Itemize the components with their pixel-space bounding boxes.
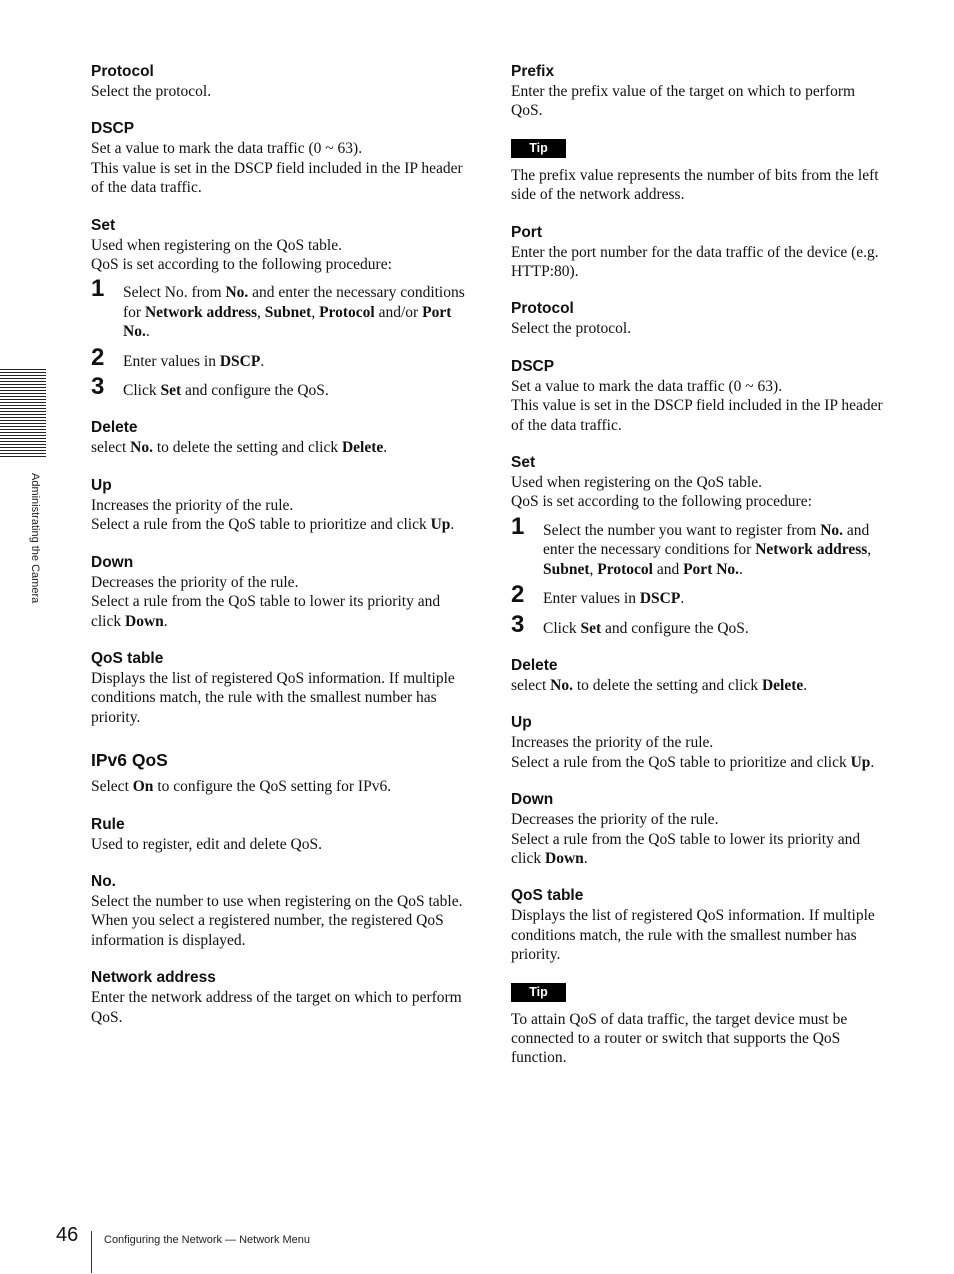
step-term: No. [820, 521, 844, 539]
step-term: Network address [755, 541, 868, 559]
set-section [511, 453, 889, 638]
up-section [511, 713, 889, 772]
term: Down [125, 612, 164, 630]
set-text-1: Used when registering on the QoS table. [511, 474, 762, 492]
up-heading: Up [511, 714, 532, 732]
text-run: Select [91, 778, 133, 796]
text-run: select [91, 439, 131, 457]
step-1 [511, 512, 889, 579]
ipv6-qos-section [91, 749, 469, 796]
down-section [511, 790, 889, 868]
down-text-2 [91, 592, 469, 631]
sidebar-section-label: Administrating the Camera [29, 473, 41, 604]
left-column [91, 62, 469, 1045]
tip-badge: Tip [511, 983, 566, 1002]
step-text: Select the number you want to register from [543, 521, 821, 539]
down-text-1: Decreases the priority of the rule. [91, 573, 299, 591]
qos-table-heading: QoS table [511, 887, 584, 905]
dscp-text-2: This value is set in the DSCP field included in the IP header of the data traffic. [511, 397, 883, 434]
step-term: No. [225, 284, 249, 302]
set-text-1: Used when registering on the QoS table. [91, 236, 342, 254]
dscp-heading: DSCP [91, 120, 135, 138]
up-text-1: Increases the priority of the rule. [91, 496, 294, 514]
up-heading: Up [91, 476, 112, 494]
qos-table-heading: QoS table [91, 649, 164, 667]
tip-section-2 [511, 983, 889, 1068]
protocol-text: Select the protocol. [91, 83, 212, 100]
text-run: . [450, 516, 455, 534]
step-2 [91, 343, 469, 371]
dscp-text-1: Set a value to mark the data traffic (0 ~ 63). [91, 140, 363, 158]
up-text-1: Increases the priority of the rule. [511, 734, 714, 752]
step-term: Subnet [543, 560, 590, 578]
step-text: and enter the necessary conditions for [123, 284, 465, 321]
step-text: Click [123, 382, 161, 400]
text-run: to delete the setting and click [573, 676, 762, 694]
term: Delete [761, 676, 804, 694]
dscp-text-2: This value is set in the DSCP field included in the IP header of the data traffic. [91, 159, 463, 197]
delete-text [91, 438, 469, 457]
port-section [511, 223, 889, 282]
right-column [511, 62, 889, 1086]
step-term: Network address [144, 303, 258, 321]
step-text: Click [543, 619, 581, 637]
footer-chapter-title: Configuring the Network — Network Menu [104, 1234, 311, 1246]
set-heading: Set [511, 454, 536, 472]
step-1 [91, 275, 469, 341]
term: No. [550, 676, 573, 694]
step-term: Set [160, 382, 182, 400]
text-run: Select a rule from the QoS table to prioritize and click [91, 516, 431, 534]
network-address-section [91, 968, 469, 1027]
step-term: Subnet [264, 303, 312, 321]
step-text: , [257, 303, 265, 321]
down-heading: Down [91, 553, 134, 571]
protocol-section [511, 299, 889, 338]
step-term: Port No. [123, 303, 452, 341]
qos-table-text: Displays the list of registered QoS information. If multiple conditions match, the rule with the smallest number has priority. [91, 669, 455, 726]
step-text: and [652, 560, 684, 578]
ipv6-qos-text [91, 777, 469, 796]
term: Up [430, 516, 451, 534]
prefix-heading: Prefix [511, 63, 555, 80]
no-text-1: Select the number to use when registering on the QoS table. [91, 892, 463, 910]
delete-heading: Delete [91, 419, 138, 437]
step-text: and enter the necessary conditions for [543, 521, 870, 559]
no-heading: No. [91, 872, 116, 890]
network-address-text: Enter the network address of the target on which to perform QoS. [91, 989, 462, 1026]
delete-heading: Delete [511, 656, 558, 674]
text-run: select [511, 676, 551, 694]
text-run: . [383, 439, 388, 457]
port-heading: Port [511, 223, 542, 241]
step-term: Port No. [683, 560, 740, 578]
term: Down [545, 849, 584, 867]
term: Delete [341, 439, 384, 457]
step-term: Set [580, 619, 602, 637]
step-2 [511, 581, 889, 609]
protocol-heading: Protocol [91, 63, 154, 80]
step-term: Protocol [597, 560, 653, 578]
qos-table-section [91, 649, 469, 727]
text-run: Select a rule from the QoS table to lower its priority and click [91, 593, 441, 630]
set-text-2: QoS is set according to the following procedure: [91, 256, 392, 274]
text-run: to delete the setting and click [153, 439, 342, 457]
tip-text: To attain QoS of data traffic, the target device must be connected to a router or switch that supports the QoS function. [511, 1010, 848, 1067]
up-section [91, 476, 469, 535]
step-number: 3 [511, 610, 525, 638]
rule-text: Used to register, edit and delete QoS. [91, 835, 322, 853]
term: On [132, 778, 154, 796]
step-term: Protocol [319, 303, 375, 321]
protocol-section [91, 62, 469, 101]
network-address-heading: Network address [91, 969, 216, 987]
step-number: 1 [511, 512, 525, 540]
text-run: . [803, 676, 808, 694]
step-3 [511, 610, 889, 638]
down-text-1: Decreases the priority of the rule. [511, 811, 719, 829]
delete-section [91, 418, 469, 457]
step-text: , [311, 303, 320, 321]
step-text: Enter values in [123, 352, 220, 370]
step-number: 3 [91, 373, 105, 401]
term: No. [130, 439, 153, 457]
step-text: and configure the QoS. [181, 382, 329, 400]
down-text-2 [511, 830, 889, 869]
step-text: and/or [374, 303, 423, 321]
text-run: Select a rule from the QoS table to prioritize and click [511, 753, 851, 771]
up-text-2 [511, 753, 889, 772]
text-run: to configure the QoS setting for IPv6. [153, 778, 392, 796]
no-section [91, 872, 469, 950]
text-run: Select a rule from the QoS table to lower its priority and click [511, 830, 861, 867]
step-text: . [145, 323, 150, 341]
set-text-2: QoS is set according to the following procedure: [511, 493, 812, 511]
delete-section [511, 656, 889, 695]
dscp-heading: DSCP [511, 357, 555, 375]
step-text: , [867, 541, 872, 559]
step-3 [91, 373, 469, 401]
step-text: Select No. from [123, 284, 226, 302]
step-term: DSCP [219, 352, 261, 370]
up-text-2 [91, 515, 469, 534]
dscp-section [511, 357, 889, 435]
dscp-text-1: Set a value to mark the data traffic (0 ~ 63). [511, 377, 783, 395]
qos-table-section [511, 886, 889, 964]
prefix-text: Enter the prefix value of the target on which to perform QoS. [511, 83, 856, 120]
step-text: Enter values in [543, 590, 640, 608]
port-text: Enter the port number for the data traffic of the device (e.g. HTTP:80). [511, 243, 879, 281]
tip-section-1 [511, 139, 889, 205]
set-section [91, 216, 469, 401]
set-heading: Set [91, 216, 116, 234]
step-text: and configure the QoS. [601, 619, 749, 637]
tip-badge: Tip [511, 139, 566, 158]
page-number: 46 [56, 1224, 79, 1246]
step-text: , [589, 560, 598, 578]
step-text: . [680, 590, 685, 608]
protocol-text: Select the protocol. [511, 320, 632, 338]
qos-table-text: Displays the list of registered QoS information. If multiple conditions match, the rule with the smallest number has priority. [511, 907, 875, 964]
down-heading: Down [511, 791, 554, 809]
term: Up [850, 753, 871, 771]
protocol-heading: Protocol [511, 300, 574, 318]
rule-section [91, 815, 469, 854]
text-run: . [583, 849, 588, 867]
step-text: . [739, 560, 743, 578]
ipv6-qos-heading: IPv6 QoS [91, 750, 168, 771]
tip-text: The prefix value represents the number of bits from the left side of the network address. [511, 166, 879, 204]
step-number: 2 [91, 343, 105, 371]
delete-text [511, 676, 889, 695]
prefix-section [511, 62, 889, 121]
text-run: . [870, 753, 875, 771]
step-text: . [260, 352, 265, 370]
text-run: . [163, 612, 168, 630]
footer-divider [91, 1231, 92, 1273]
sidebar-tab-stripes [0, 369, 46, 459]
rule-heading: Rule [91, 815, 125, 833]
step-number: 2 [511, 581, 525, 609]
step-number: 1 [91, 275, 105, 303]
dscp-section [91, 119, 469, 197]
no-text-2: When you select a registered number, the registered QoS information is displayed. [91, 912, 444, 949]
down-section [91, 553, 469, 631]
step-term: DSCP [639, 590, 681, 608]
